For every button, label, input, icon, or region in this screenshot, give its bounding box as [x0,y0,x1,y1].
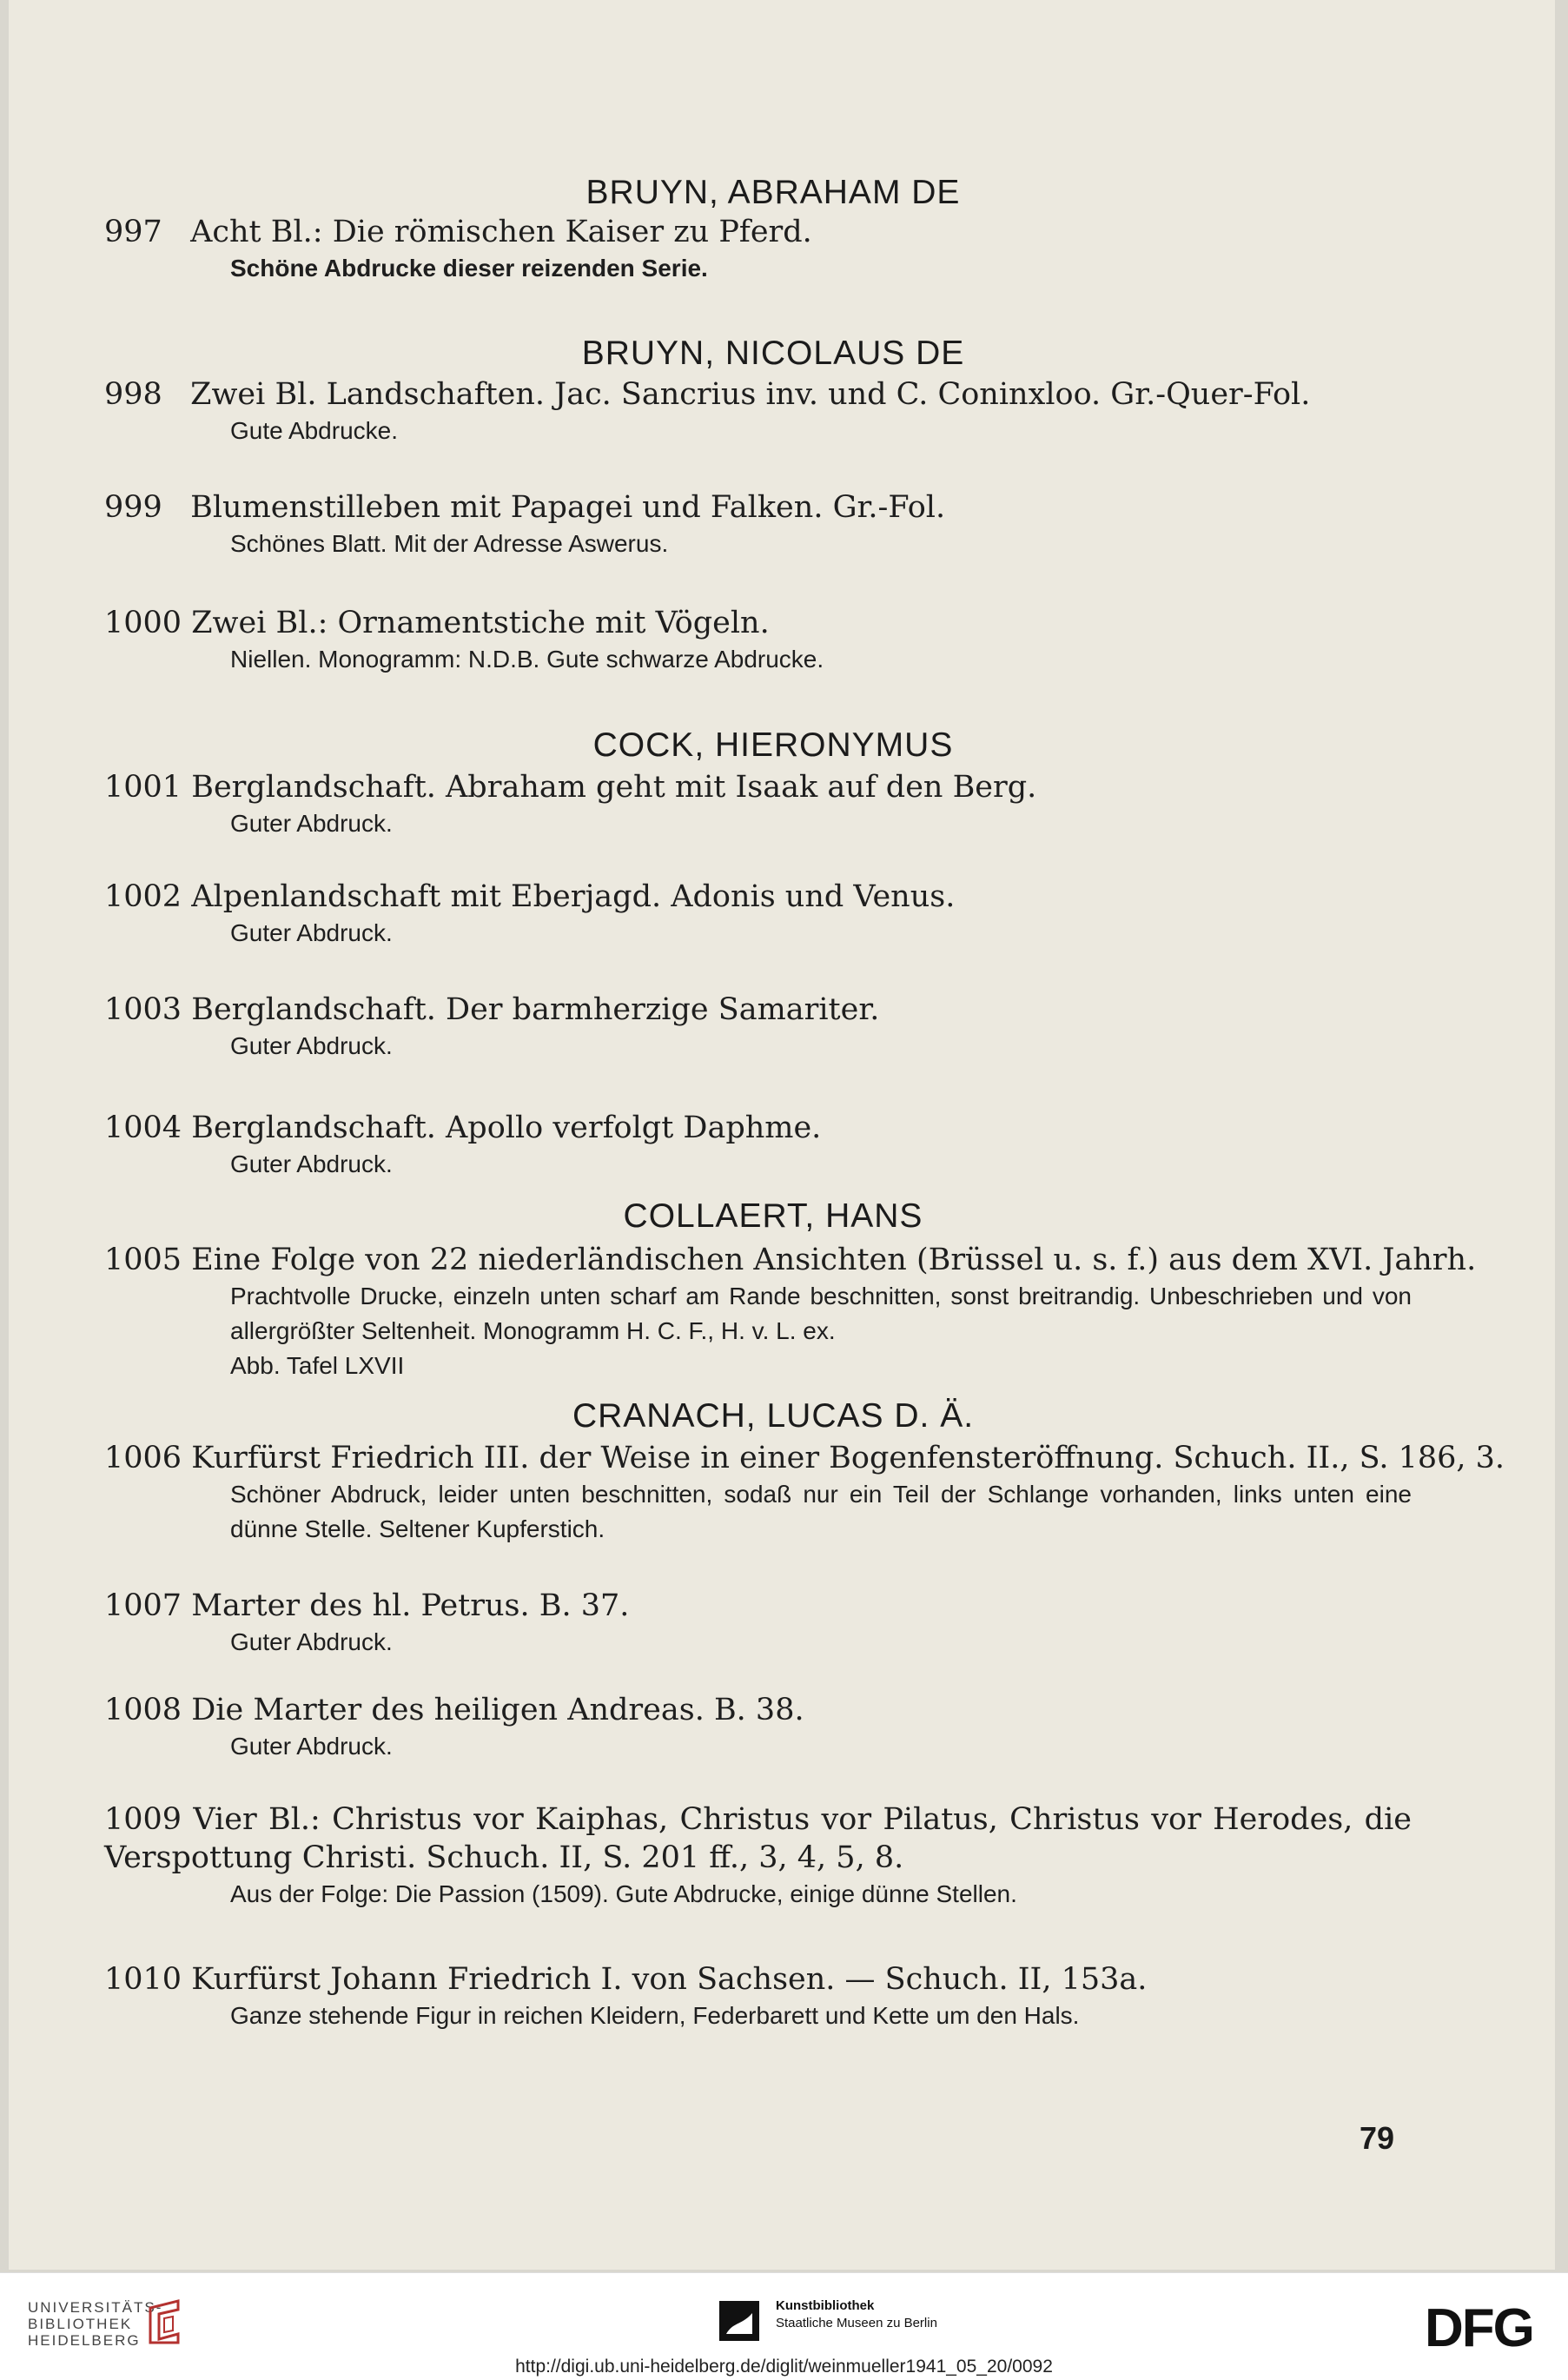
catalog-page [9,0,1555,2270]
lot-number: 1003 [104,992,182,1027]
catalog-entry-1007 [104,1587,1412,1660]
source-url-link[interactable]: http://digi.ub.uni-heidelberg.de/diglit/weinmueller1941_05_20/0092 [515,2357,1053,2377]
lot-title: Marter des hl. Petrus. B. 37. [191,1588,630,1623]
footer-bar [0,2272,1568,2358]
catalog-entry-997 [104,213,1412,286]
lot-description: Guter Abdruck. [230,919,393,946]
lot-title: Acht Bl.: Die römischen Kaiser zu Pferd. [190,215,812,249]
lot-title: Berglandschaft. Abraham geht mit Isaak auf den Berg. [191,770,1037,805]
lot-number: 1007 [104,1588,182,1623]
kunstbibliothek-logo-icon[interactable] [718,2299,761,2343]
lot-description: Schönes Blatt. Mit der Adresse Aswerus. [230,530,669,557]
lot-description: Schöner Abdruck, leider unten beschnitten, sodaß nur ein Teil der Schlange vorhanden, links unten eine dünne Stelle. Seltener Kupferstich. [230,1481,1412,1542]
heidelberg-emblem-icon [143,2299,187,2350]
lot-number: 999 [104,490,162,525]
lot-number: 997 [104,215,162,249]
lot-number: 1009 [104,1802,182,1837]
lot-number: 1006 [104,1441,182,1475]
catalog-entry-1002 [104,878,1412,951]
catalog-entry-1001 [104,768,1412,841]
lot-description: Guter Abdruck. [230,1032,393,1059]
lot-title: Alpenlandschaft mit Eberjagd. Adonis und Venus. [191,879,956,914]
catalog-entry-1000 [104,604,1412,677]
library-name-line-1: UNIVERSITÄTS- [28,2299,163,2316]
lot-description: Guter Abdruck. [230,810,393,837]
catalog-entry-1006 [104,1439,1505,1547]
catalog-entry-1004 [104,1109,1412,1182]
lot-number: 998 [104,377,162,412]
catalog-entry-1010 [104,1960,1412,2033]
kunstbibliothek-label [776,2297,937,2332]
lot-title: Zwei Bl. Landschaften. Jac. Sancrius inv. und C. Coninxloo. Gr.-Quer-Fol. [190,377,1311,412]
library-name-line-2: BIBLIOTHEK [28,2316,133,2332]
lot-plate-reference: Abb. Tafel LXVII [230,1352,405,1379]
lot-description: Niellen. Monogramm: N.D.B. Gute schwarze Abdrucke. [230,646,824,673]
lot-number: 1000 [104,606,182,640]
lot-title: Die Marter des heiligen Andreas. B. 38. [191,1693,804,1727]
lot-number: 1010 [104,1962,182,1997]
lot-description: Guter Abdruck. [230,1150,393,1177]
lot-title: Blumenstilleben mit Papagei und Falken. Gr.-Fol. [190,490,946,525]
dfg-logo[interactable]: DFG [1425,2298,1533,2358]
catalog-entry-998 [104,375,1412,448]
lot-number: 1002 [104,879,182,914]
section-heading-bruyn-nicolaus: BRUYN, NICOLAUS DE [581,335,965,372]
catalog-entry-1008 [104,1691,1412,1764]
lot-description: Guter Abdruck. [230,1628,393,1655]
catalog-entry-1003 [104,991,1412,1064]
lot-description: Prachtvolle Drucke, einzeln unten scharf am Rande beschnitten, sonst breitrandig. Unbeschrieben und von allergrößter Seltenheit. Monogramm H. C. F., H. v. L. ex. [230,1283,1412,1344]
lot-description: Schöne Abdrucke dieser reizenden Serie. [230,255,708,282]
library-name-line-3: HEIDELBERG [28,2332,141,2349]
catalog-entry-1005 [104,1241,1477,1383]
lot-title: Kurfürst Johann Friedrich I. von Sachsen. — Schuch. II, 153a. [191,1962,1148,1997]
section-heading-cock: COCK, HIERONYMUS [592,726,954,764]
lot-description: Guter Abdruck. [230,1733,393,1760]
section-heading-collaert: COLLAERT, HANS [623,1197,923,1235]
catalog-entry-1009 [104,1800,1412,1912]
lot-title: Kurfürst Friedrich III. der Weise in einer Bogenfensteröffnung. Schuch. II., S. 186, 3. [191,1441,1505,1475]
lot-title: Berglandschaft. Der barmherzige Samariter. [191,992,880,1027]
lot-number: 1008 [104,1693,182,1727]
lot-title: Eine Folge von 22 niederländischen Ansichten (Brüssel u. s. f.) aus dem XVI. Jahrh. [191,1243,1477,1277]
lot-number: 1005 [104,1243,182,1277]
catalog-entry-999 [104,488,1412,561]
lot-description: Gute Abdrucke. [230,417,399,444]
lot-number: 1001 [104,770,182,805]
lot-number: 1004 [104,1110,182,1145]
section-heading-cranach: CRANACH, LUCAS D. Ä. [572,1397,975,1435]
kunstbibliothek-subtitle: Staatliche Museen zu Berlin [776,2316,937,2330]
lot-title: Vier Bl.: Christus vor Kaiphas, Christus vor Pilatus, Christus vor Herodes, die Verspottung Christi. Schuch. II, S. 201 ff., 3, 4, 5, 8. [104,1802,1412,1875]
lot-title: Berglandschaft. Apollo verfolgt Daphme. [191,1110,822,1145]
kunstbibliothek-title: Kunstbibliothek [776,2298,875,2313]
lot-title: Zwei Bl.: Ornamentstiche mit Vögeln. [191,606,770,640]
section-heading-bruyn-abraham: BRUYN, ABRAHAM DE [586,174,961,211]
lot-description: Ganze stehende Figur in reichen Kleidern, Federbarett und Kette um den Hals. [230,2002,1080,2029]
lot-description: Aus der Folge: Die Passion (1509). Gute Abdrucke, einige dünne Stellen. [230,1880,1017,1907]
page-number: 79 [1360,2120,1395,2156]
